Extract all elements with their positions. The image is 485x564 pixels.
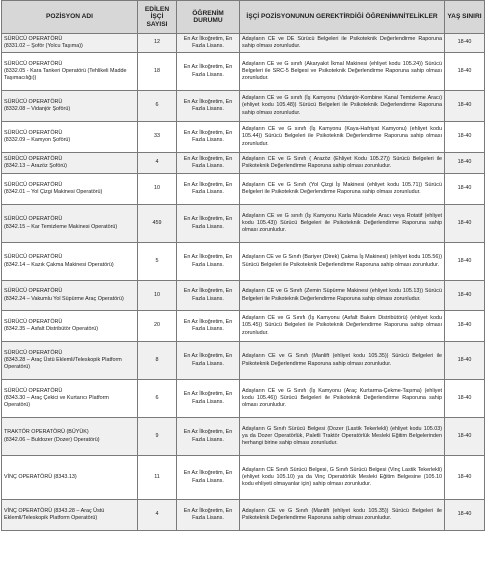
education-cell: En Az İlkoğretim, En Fazla Lisans. [177,122,240,153]
count-cell: 5 [138,243,177,281]
requirements-cell: Adayların CE ve G Sınıfı ( Arazöz (Ehliyet Kodu 105.27)) Sürücü Belgeleri ile Psikoteknik Değerlendirme Raporuna sahip olması zorunludur. [240,153,445,174]
table-row [2,122,485,153]
age-limit-cell: 18-40 [445,153,485,174]
table-row [2,380,485,418]
age-limit-cell: 18-40 [445,380,485,418]
age-limit-cell: 18-40 [445,500,485,531]
count-cell: 11 [138,456,177,500]
requirements-cell: Adayların CE Sınıfı Sürücü Belgesi, G Sınıfı Sürücü Belgesi (Vinç Lastik Tekerlekli) (ehliyet kodu 105.10) ya da Vinç Operatörlük Mesleki Eğitim Belgesine (105.10 kodu ehliyeti olmayanlar için) sahip olması zorunludur. [240,456,445,500]
position-code: (8342.15 – Kar Temizleme Makinesi Operatörü) [4,223,118,230]
header-row [2,1,485,34]
count-cell: 10 [138,281,177,311]
table-row [2,174,485,205]
position-cell [2,418,138,456]
education-cell: En Az İlkoğretim, En Fazla Lisans. [177,53,240,91]
table-row [2,281,485,311]
count-cell: 4 [138,500,177,531]
header-age: YAŞ SINIRI [445,1,485,34]
education-cell: En Az İlkoğretim, En Fazla Lisans. [177,174,240,205]
header-requirements: İŞÇİ POZİSYONUNUN GEREKTİRDİĞİ ÖĞRENİM/NİTELİKLER [240,1,445,34]
position-code: (8332.08 – Vidanjör Şoförü) [4,106,71,112]
position-code: (8343.30 – Araç Çekici ve Kurtarıcı Platform Operatörü) [4,394,109,409]
count-cell: 33 [138,122,177,153]
table-row [2,205,485,243]
position-code: (8342.01 – Yol Çizgi Makinesi Operatörü) [4,189,103,195]
count-cell: 10 [138,174,177,205]
education-cell: En Az İlkoğretim, En Fazla Lisans. [177,380,240,418]
education-cell: En Az İlkoğretim, En Fazla Lisans. [177,281,240,311]
position-cell [2,91,138,122]
age-limit-cell: 18-40 [445,53,485,91]
position-cell [2,500,138,531]
education-cell: En Az İlkoğretim, En Fazla Lisans. [177,342,240,380]
position-cell [2,205,138,243]
position-code: (8342.13 – Arazöz Şoförü) [4,163,67,169]
table-row [2,91,485,122]
age-limit-cell: 18-40 [445,418,485,456]
position-title: SÜRÜCÜ OPERATÖRÜ [4,155,63,162]
position-cell [2,342,138,380]
position-cell [2,456,138,500]
position-code: (8342.06 – Buldozer (Dozer) Operatörü) [4,436,100,443]
age-limit-cell: 18-40 [445,205,485,243]
education-cell: En Az İlkoğretim, En Fazla Lisans. [177,456,240,500]
age-limit-cell: 18-40 [445,342,485,380]
requirements-cell: Adayların CE ve G Sınıfı (Zemin Süpürme Makinesi (ehliyet kodu 105.13)) Sürücü Belgeleri ile Psikoteknik Değerlendirme Raporuna sahip olması zorunludur. [240,281,445,311]
count-cell: 6 [138,380,177,418]
education-cell: En Az İlkoğretim, En Fazla Lisans. [177,311,240,342]
requirements-cell: Adayların CE ve G Sınıfı (Bariyer (Direk) Çakma İş Makinesi) (ehliyet kodu 105.56)) Sürücü Belgeleri ile Psikoteknik Değerlendirme Raporuna sahip olması zorunludur. [240,243,445,281]
requirements-cell: Adayların CE ve G sınıfı (İş Kamyonu (Vidanjör-Kombine Kanal Temizleme Aracı) (ehliyet kodu 105.48)) Sürücü Belgeleri ile Psikoteknik Değerlendirme Raporuna sahip olması zorunludur. [240,91,445,122]
position-title: SÜRÜCÜ OPERATÖRÜ [4,129,63,136]
count-cell: 459 [138,205,177,243]
position-code: (8331.02 – Şoför (Yolcu Taşıma)) [4,43,83,49]
education-cell: En Az İlkoğretim, En Fazla Lisans. [177,91,240,122]
position-code: (8332.05 - Kara Tankeri Operatörü (Tehlikeli Madde Taşımacılığı)) [4,67,127,82]
position-code: (8332.09 – Kamyon Şoförü) [4,137,71,143]
requirements-cell: Adayların CE ve G Sınıfı (Manlift (ehliyet kodu 105.35)) Sürücü Belgeleri ile Psikoteknik Değerlendirme Raporuna sahip olması zorunludur. [240,500,445,531]
age-limit-cell: 18-40 [445,174,485,205]
position-title: SÜRÜCÜ OPERATÖRÜ [4,387,63,394]
requirements-cell: Adayların CE ve G Sınıfı (Manlift (ehliyet kodu 105.35)) Sürücü Belgeleri ile Psikoteknik Değerlendirme Raporuna sahip olması zorunludur. [240,342,445,380]
table-row [2,243,485,281]
education-cell: En Az İlkoğretim, En Fazla Lisans. [177,500,240,531]
age-limit-cell: 18-40 [445,243,485,281]
table-row [2,456,485,500]
position-cell [2,243,138,281]
age-limit-cell: 18-40 [445,91,485,122]
position-cell [2,311,138,342]
table-row [2,311,485,342]
table-row [2,342,485,380]
position-title: SÜRÜCÜ OPERATÖRÜ [4,288,63,295]
count-cell: 12 [138,34,177,53]
position-cell [2,380,138,418]
position-title: SÜRÜCÜ OPERATÖRÜ [4,98,63,105]
age-limit-cell: 18-40 [445,281,485,311]
count-cell: 9 [138,418,177,456]
positions-table [1,0,485,531]
education-cell: En Az İlkoğretim, En Fazla Lisans. [177,153,240,174]
position-title: SÜRÜCÜ OPERATÖRÜ [4,349,63,356]
position-title: SÜRÜCÜ OPERATÖRÜ [4,35,63,42]
position-code: (8343.28 – Araç Üstü Eklemli/Teleskopik Platform Operatörü) [4,356,122,371]
requirements-cell: Adayların CE ve G Sınıfı (İş Kamyonu (Araç Kurtarma-Çekme-Taşıma) (ehliyet kodu 105.46)) Sürücü Belgeleri ile Psikoteknik Değerlendirme Raporuna sahip olması zorunludur. [240,380,445,418]
count-cell: 4 [138,153,177,174]
age-limit-cell: 18-40 [445,122,485,153]
requirements-cell: Adayların CE ve G sınıfı (İş Kamyonu Karla Mücadele Aracı veya Rotatif (ehliyet kodu 105.43)) Sürücü Belgeleri ile Psikoteknik Değerlendirme Raporuna sahip olması zorunludur. [240,205,445,243]
position-title: SÜRÜCÜ OPERATÖRÜ [4,254,63,261]
education-cell: En Az İlkoğretim, En Fazla Lisans. [177,243,240,281]
position-cell [2,281,138,311]
count-cell: 8 [138,342,177,380]
requirements-cell: Adayların CE ve G Sınıfı (Yol Çizgi İş Makinesi (ehliyet kodu 105.71)) Sürücü Belgeleri ile Psikoteknik Değerlendirme Raporuna sahip olması zorunludur. [240,174,445,205]
header-count: EDİLEN İŞÇİ SAYISI [138,1,177,34]
position-title: SÜRÜCÜ OPERATÖRÜ [4,60,63,67]
position-cell [2,34,138,53]
position-title: VİNÇ OPERATÖRÜ (8343.28 – Araç Üstü Eklemli/Teleskopik Platform Operatörü) [4,507,105,521]
age-limit-cell: 18-40 [445,311,485,342]
count-cell: 20 [138,311,177,342]
requirements-cell: Adayların CE ve DE Sürücü Belgeleri ile Psikoteknik Değerlendirme Raporuna sahip olması zorunludur. [240,34,445,53]
education-cell: En Az İlkoğretim, En Fazla Lisans. [177,205,240,243]
table-row [2,34,485,53]
table-row [2,500,485,531]
position-cell [2,174,138,205]
requirements-cell: Adayların CE ve G Sınıfı (İş Kamyonu (Asfalt Bakım Distribütörü) (ehliyet kodu 105.45)) Sürücü Belgeleri ile Psikoteknik Değerlendirme Raporuna sahip olması zorunludur. [240,311,445,342]
table-row [2,418,485,456]
requirements-cell: Adayların G Sınıfı Sürücü Belgesi (Dozer (Lastik Tekerlekli) (ehliyet kodu 105.03) ya da Dozer Operatörlük, Paletli Traktör Operatörlük Mesleki Eğitim Belgelerinden herhangi birine sahip olması zorunludur. [240,418,445,456]
header-position: POZİSYON ADI [2,1,138,34]
position-title: SÜRÜCÜ OPERATÖRÜ [4,181,63,188]
count-cell: 18 [138,53,177,91]
requirements-cell: Adayların CE ve G sınıfı (Akaryakıt İkmal Makinesi (ehliyet kodu 105.24)) Sürücü Belgeleri ile SRC-5 Belgesi ve Psikoteknik Değerlendirme Raporuna sahip olması zorunludur. [240,53,445,91]
position-code: (8342.24 – Vakumlu Yol Süpürme Araç Operatörü) [4,295,124,302]
position-cell [2,53,138,91]
position-cell [2,153,138,174]
position-code: (8342.35 – Asfalt Distribütör Operatörü) [4,326,99,332]
age-limit-cell: 18-40 [445,456,485,500]
requirements-cell: Adayların CE ve G sınıfı (İş Kamyonu (Kaya-Hafriyat Kamyonu) (ehliyet kodu 105.44)) Sürücü Belgeleri ile Psikoteknik Değerlendirme Raporuna sahip olması zorunludur. [240,122,445,153]
position-title: VİNÇ OPERATÖRÜ (8343.13) [4,473,77,480]
table-row [2,153,485,174]
position-title: TRAKTÖR OPERATÖRÜ (BÜYÜK) [4,429,89,436]
education-cell: En Az İlkoğretim, En Fazla Lisans. [177,34,240,53]
position-title: SÜRÜCÜ OPERATÖRÜ [4,318,63,325]
position-code: (8342.14 – Kazık Çakma Makinesi Operatörü) [4,261,114,268]
header-education: ÖĞRENİM DURUMU [177,1,240,34]
position-cell [2,122,138,153]
position-title: SÜRÜCÜ OPERATÖRÜ [4,216,63,223]
table-row [2,53,485,91]
education-cell: En Az İlkoğretim, En Fazla Lisans. [177,418,240,456]
age-limit-cell: 18-40 [445,34,485,53]
count-cell: 6 [138,91,177,122]
